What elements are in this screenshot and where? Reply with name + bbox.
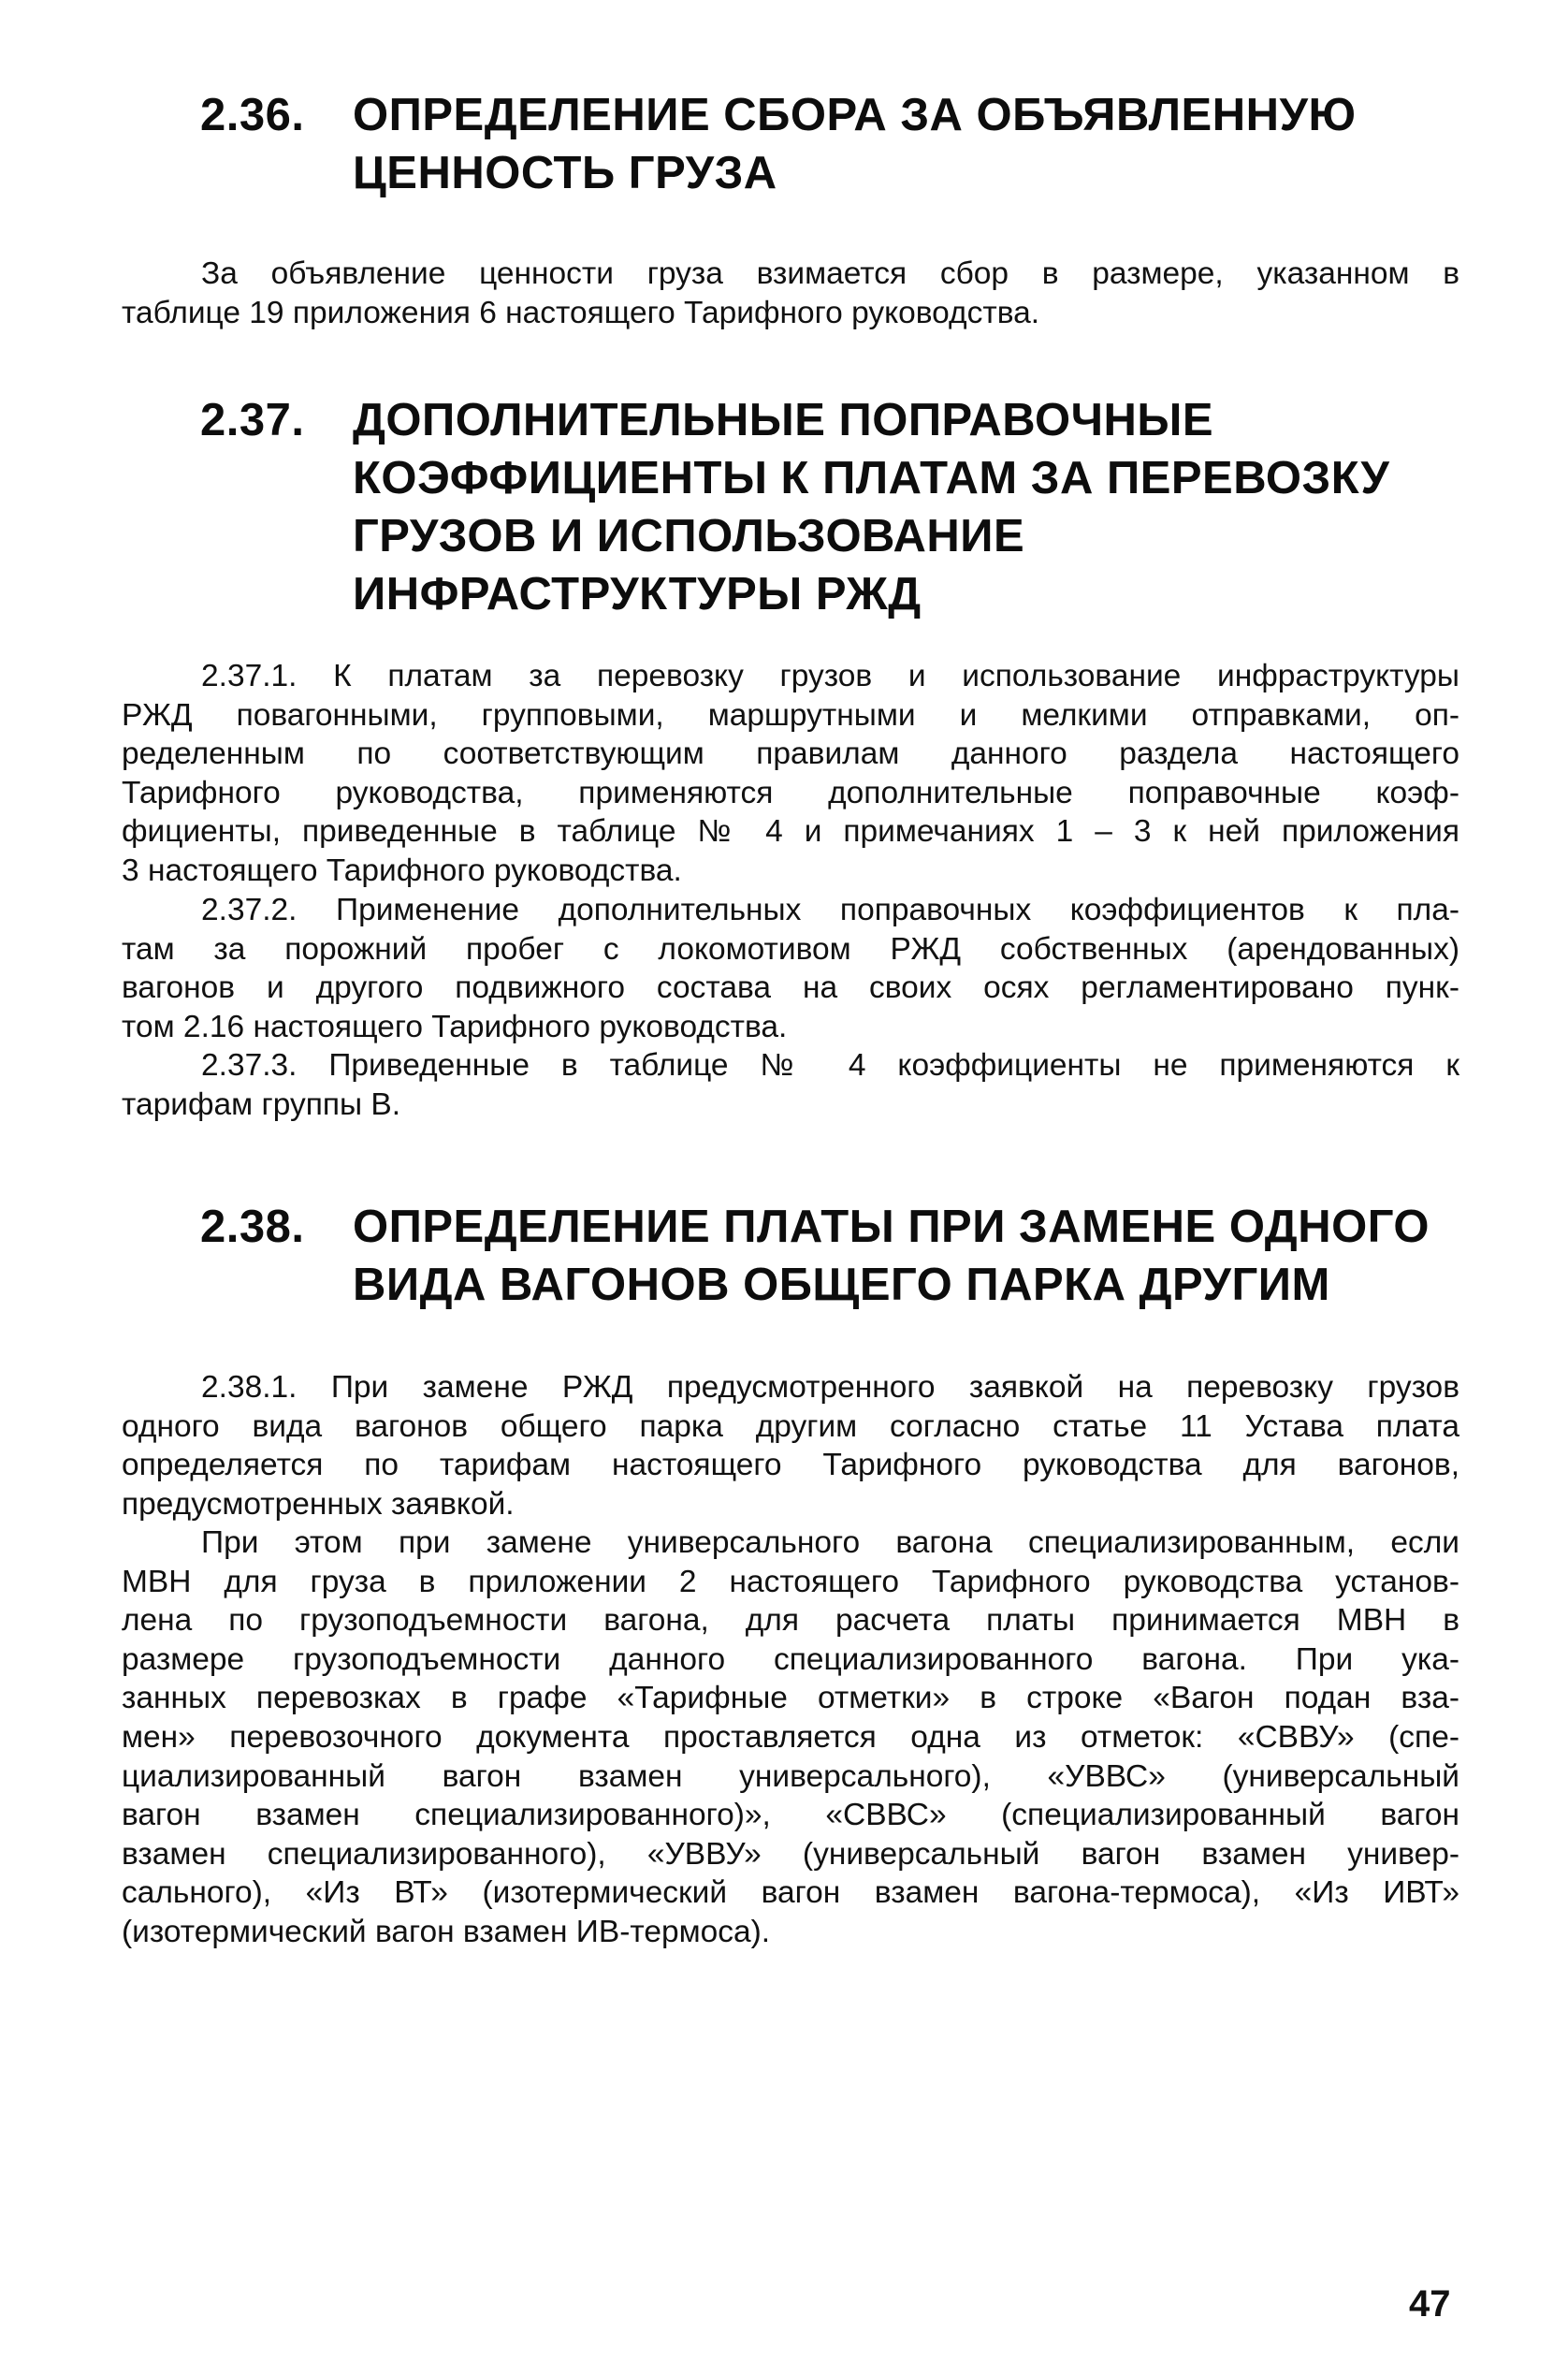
section-number: 2.38. (200, 1202, 305, 1252)
text-line: там за порожний пробег с локомотивом РЖД собственных (арендованных) (122, 931, 1459, 967)
title-line: ГРУЗОВ И ИСПОЛЬЗОВАНИЕ (353, 511, 1025, 561)
text-line: За объявление ценности груза взимается сбор в размере, указанном в (201, 256, 1459, 291)
text-line: вагон взамен специализированного)», «СВВС» (специализированный вагон (122, 1798, 1459, 1833)
paragraph-2-37-1 (122, 657, 1459, 891)
text-line: 2.37.2. Применение дополнительных поправочных коэффициентов к пла- (201, 893, 1459, 927)
text-line: фициенты, приведенные в таблице № 4 и примечаниях 1 – 3 к ней приложения (122, 814, 1459, 850)
text-line: занных перевозках в графе «Тарифные отметки» в строке «Вагон подан вза- (122, 1681, 1459, 1716)
text-line: 2.38.1. При замене РЖД предусмотренного заявкой на перевозку грузов (201, 1370, 1459, 1405)
text-line: 2.37.1. К платам за перевозку грузов и использование инфраструктуры (201, 659, 1459, 693)
section-number: 2.37. (200, 395, 305, 445)
section-heading-2-36 (200, 86, 1491, 202)
text-line: взамен специализированного), «УВВУ» (универсальный вагон взамен универ- (122, 1836, 1459, 1872)
text-line: том 2.16 настоящего Тарифного руководства. (122, 1009, 788, 1044)
section-heading-2-38 (200, 1198, 1491, 1314)
paragraph-2-38-2 (122, 1523, 1459, 1952)
section-heading-2-37 (200, 391, 1491, 623)
text-line: мен» перевозочного документа проставляется одна из отметок: «СВВУ» (спе- (122, 1719, 1459, 1755)
text-line: предусмотренных заявкой. (122, 1486, 515, 1522)
text-line: сального), «Из ВТ» (изотермический вагон взамен вагона-термоса), «Из ИВТ» (122, 1875, 1459, 1911)
section-title (353, 86, 1491, 202)
section-title (353, 1198, 1491, 1314)
text-line: Тарифного руководства, применяются дополнительные поправочные коэф- (122, 775, 1459, 810)
text-line: вагонов и другого подвижного состава на своих осях регламентировано пунк- (122, 970, 1459, 1006)
section-title (353, 391, 1491, 623)
text-line: МВН для груза в приложении 2 настоящего Тарифного руководства установ- (122, 1564, 1459, 1599)
paragraph-2-38-1 (122, 1368, 1459, 1523)
text-line: циализированный вагон взамен универсального), «УВВС» (универсальный (122, 1758, 1459, 1794)
title-line: ЦЕННОСТЬ ГРУЗА (353, 148, 777, 198)
paragraph-2-37-2 (122, 891, 1459, 1046)
title-line: ОПРЕДЕЛЕНИЕ СБОРА ЗА ОБЪЯВЛЕННУЮ (353, 90, 1357, 140)
text-line: лена по грузоподъемности вагона, для расчета платы принимается МВН в (122, 1603, 1459, 1639)
text-line: таблице 19 приложения 6 настоящего Тарифного руководства. (122, 295, 1040, 330)
title-line: ОПРЕДЕЛЕНИЕ ПЛАТЫ ПРИ ЗАМЕНЕ ОДНОГО (353, 1202, 1430, 1252)
paragraph-2-37-3 (122, 1046, 1459, 1124)
section-number: 2.36. (200, 90, 305, 140)
title-line: ВИДА ВАГОНОВ ОБЩЕГО ПАРКА ДРУГИМ (353, 1260, 1330, 1310)
page-number: 47 (1409, 2283, 1451, 2325)
text-line: РЖД повагонными, групповыми, маршрутными и мелкими отправками, оп- (122, 697, 1459, 733)
title-line: КОЭФФИЦИЕНТЫ К ПЛАТАМ ЗА ПЕРЕВОЗКУ (353, 453, 1390, 503)
text-line: определяется по тарифам настоящего Тарифного руководства для вагонов, (122, 1448, 1459, 1483)
text-line: (изотермический вагон взамен ИВ-термоса). (122, 1914, 771, 1949)
text-line: одного вида вагонов общего парка другим согласно статье 11 Устава плата (122, 1408, 1459, 1444)
text-line: размере грузоподъемности данного специализированного вагона. При ука- (122, 1641, 1459, 1677)
text-line: При этом при замене универсального вагона специализированным, если (201, 1525, 1459, 1560)
title-line: ДОПОЛНИТЕЛЬНЫЕ ПОПРАВОЧНЫЕ (353, 395, 1214, 445)
text-line: 3 настоящего Тарифного руководства. (122, 853, 682, 888)
text-line: ределенным по соответствующим правилам данного раздела настоящего (122, 736, 1459, 772)
paragraph-2-36 (122, 255, 1459, 332)
text-line: тарифам группы В. (122, 1086, 401, 1122)
text-line: 2.37.3. Приведенные в таблице № 4 коэффициенты не применяются к (201, 1048, 1459, 1083)
title-line: ИНФРАСТРУКТУРЫ РЖД (353, 569, 922, 620)
